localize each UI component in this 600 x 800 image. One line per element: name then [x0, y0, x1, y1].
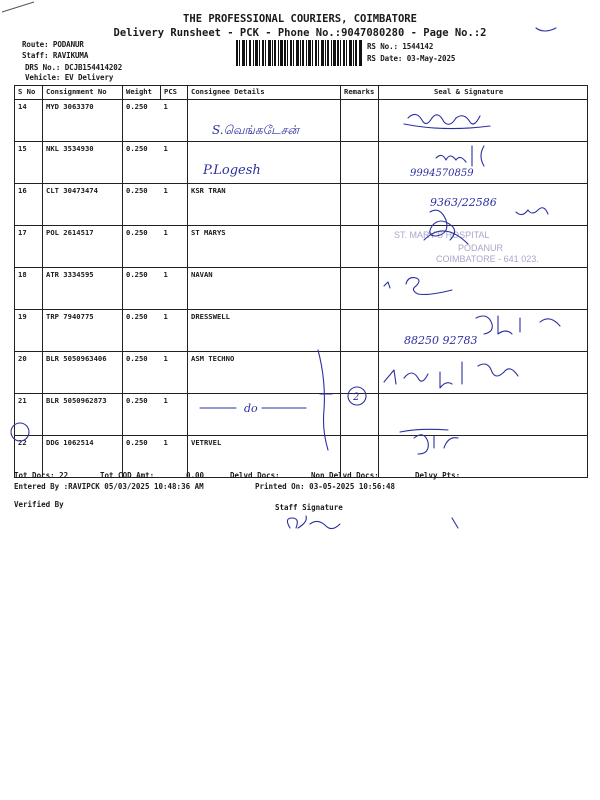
total-cod-label: Tot COD Amt: [100, 471, 155, 480]
handwritten-consignee-name: S.வெங்கடேசன் [212, 123, 299, 137]
cell-consignee: DRESSWELL [188, 310, 341, 352]
handwritten-number: 88250 92783 [404, 334, 478, 347]
col-header-weight: Weight [123, 86, 161, 100]
cell-weight: 0.250 [123, 268, 161, 310]
cell-pcs: 1 [161, 142, 188, 184]
signature-scribble [516, 208, 548, 215]
cell-consignment: DDG 1062514 [43, 436, 123, 478]
col-header-pcs: PCS [161, 86, 188, 100]
row-circle-mark [11, 423, 29, 441]
signature-scribble [436, 146, 484, 166]
handwritten-phone: 9994570859 [410, 168, 474, 179]
col-header-sno: S No [15, 86, 43, 100]
cell-sno: 16 [15, 184, 43, 226]
cell-weight: 0.250 [123, 142, 161, 184]
cell-weight: 0.250 [123, 184, 161, 226]
handwritten-remark: 2 [353, 392, 360, 403]
route-label: Route: PODANUR [22, 40, 84, 49]
vehicle-label: Vehicle: EV Delivery [25, 73, 114, 82]
col-header-consignee: Consignee Details [188, 86, 341, 100]
ditto-mark: do [244, 402, 258, 415]
cell-consignment: TRP 7940775 [43, 310, 123, 352]
stamp-line: COIMBATORE - 641 023. [436, 254, 539, 264]
non-delivered-docs-label: Non Delvd Docs: [311, 471, 379, 480]
total-cod-value: 0.00 [186, 471, 205, 480]
runsheet-subtitle: Delivery Runsheet - PCK - Phone No.:9047080280 - Page No.:2 [113, 27, 487, 39]
col-header-remarks: Remarks [341, 86, 379, 100]
signature-scribble [384, 278, 452, 295]
delivered-docs-label: Delvd Docs: [230, 471, 280, 480]
entered-by: Entered By :RAVIPCK 05/03/2025 10:48:36 AM [14, 482, 204, 491]
cell-weight: 0.250 [123, 310, 161, 352]
verified-by-label: Verified By [14, 500, 64, 509]
cell-sno: 19 [15, 310, 43, 352]
printed-on: Printed On: 03-05-2025 10:56:48 [255, 482, 395, 491]
signature-scribble [384, 362, 518, 388]
cell-consignee: VETRVEL [188, 436, 341, 478]
cell-sno: 22 [15, 436, 43, 478]
cell-consignment: CLT 30473474 [43, 184, 123, 226]
cell-consignment: POL 2614517 [43, 226, 123, 268]
cell-consignment: BLR 5050962873 [43, 394, 123, 436]
ditto-bracket [318, 350, 332, 450]
cell-pcs: 1 [161, 184, 188, 226]
cell-pcs: 1 [161, 436, 188, 478]
cell-sno: 14 [15, 100, 43, 142]
cell-consignment: MYD 3063370 [43, 100, 123, 142]
cell-pcs: 1 [161, 310, 188, 352]
rs-date: RS Date: 03-May-2025 [367, 54, 456, 63]
cell-sno: 17 [15, 226, 43, 268]
cell-consignee: KSR TRAN [188, 184, 341, 226]
cell-pcs: 1 [161, 268, 188, 310]
col-header-signature: Seal & Signature [379, 86, 588, 100]
cell-consignment: NKL 3534930 [43, 142, 123, 184]
rs-number: RS No.: 1544142 [367, 42, 434, 51]
cell-sno: 15 [15, 142, 43, 184]
hospital-stamp [394, 230, 539, 264]
delivery-points-label: Delvy Pts: [415, 471, 461, 480]
cell-weight: 0.250 [123, 436, 161, 478]
stamp-line: ST. MARY'S HOSPITAL [394, 230, 490, 240]
signature-scribble [400, 429, 458, 454]
signature-scribble [476, 316, 560, 334]
total-docs: Tot Docs: 22 [14, 471, 69, 480]
drs-number: DRS No.: DCJB154414202 [25, 63, 123, 72]
stamp-line: PODANUR [458, 243, 504, 253]
company-title: THE PROFESSIONAL COURIERS, COIMBATORE [183, 13, 417, 25]
cell-consignee: ASM TECHNO [188, 352, 341, 394]
cell-weight: 0.250 [123, 394, 161, 436]
handwritten-number: 9363/22586 [430, 196, 497, 209]
cell-weight: 0.250 [123, 226, 161, 268]
signature-scribble [404, 114, 490, 128]
cell-pcs: 1 [161, 352, 188, 394]
cell-consignee: NAVAN [188, 268, 341, 310]
cell-pcs: 1 [161, 100, 188, 142]
staff-label: Staff: RAVIKUMA [22, 51, 89, 60]
cell-sno: 21 [15, 394, 43, 436]
pen-mark [452, 518, 458, 528]
col-header-consignment: Consignment No [43, 86, 123, 100]
handwritten-consignee-name: P.Logesh [203, 163, 261, 178]
cell-consignment: ATR 3334595 [43, 268, 123, 310]
cell-weight: 0.250 [123, 352, 161, 394]
cell-consignment: BLR 5050963406 [43, 352, 123, 394]
staff-signature-scribble [287, 516, 340, 529]
cell-consignee: ST MARYS [188, 226, 341, 268]
staff-signature-label: Staff Signature [275, 503, 343, 512]
cell-pcs: 1 [161, 226, 188, 268]
cell-weight: 0.250 [123, 100, 161, 142]
cell-sno: 20 [15, 352, 43, 394]
cell-pcs: 1 [161, 394, 188, 436]
cell-sno: 18 [15, 268, 43, 310]
